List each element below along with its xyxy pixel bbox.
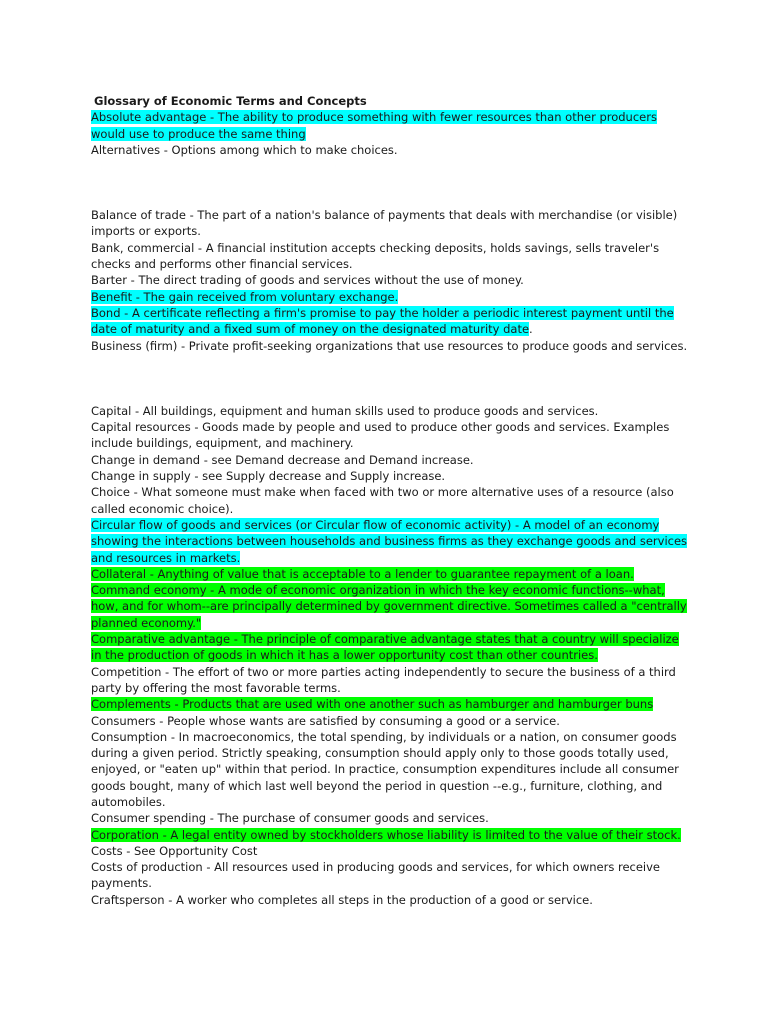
glossary-entry-text: Business (firm) - Private profit-seeking organizations that use resources to produce goods and services. xyxy=(91,338,688,353)
glossary-entry xyxy=(91,109,691,142)
glossary-entry xyxy=(91,729,691,810)
glossary-entry-text: Capital - All buildings, equipment and human skills used to produce goods and services. xyxy=(91,403,599,418)
glossary-entry xyxy=(91,419,691,452)
glossary-entry-text: Barter - The direct trading of goods and services without the use of money. xyxy=(91,273,524,288)
document-title: Glossary of Economic Terms and Concepts xyxy=(94,94,367,108)
glossary-entry-text: Change in demand - see Demand decrease and Demand increase. xyxy=(91,452,474,467)
glossary-entry-text: Consumers - People whose wants are satisfied by consuming a good or a service. xyxy=(91,713,560,728)
glossary-entry-text: Consumer spending - The purchase of consumer goods and services. xyxy=(91,811,489,826)
glossary-entry xyxy=(91,403,691,419)
glossary-entry xyxy=(91,452,691,468)
glossary-entry-text: Alternatives - Options among which to make choices. xyxy=(91,142,398,157)
glossary-entry xyxy=(91,272,691,288)
glossary-entry xyxy=(91,484,691,517)
section-spacer xyxy=(91,354,691,403)
glossary-document xyxy=(91,93,691,908)
glossary-entry-text: Costs of production - All resources used in producing goods and services, for which owners receive payments. xyxy=(91,860,661,891)
glossary-entry-text: Absolute advantage - The ability to produce something with fewer resources than other producers would use to produce the same thing xyxy=(91,110,657,141)
glossary-entry-text: Costs - See Opportunity Cost xyxy=(91,843,258,858)
glossary-entry-text: Competition - The effort of two or more parties acting independently to secure the business of a third party by offering the most favorable terms. xyxy=(91,664,676,695)
glossary-entry xyxy=(91,305,691,338)
glossary-entry xyxy=(91,843,691,859)
glossary-entry xyxy=(91,664,691,697)
glossary-entry-text: Complements - Products that are used with one another such as hamburger and hamburger buns xyxy=(91,697,654,712)
glossary-entry-text: Comparative advantage - The principle of comparative advantage states that a country will specialize in the production of goods in which it has a lower opportunity cost than other countries. xyxy=(91,632,679,663)
glossary-entry-text: Circular flow of goods and services (or Circular flow of economic activity) - A model of an economy showing the interactions between households and business firms as they exchange goods and services and resources in markets. xyxy=(91,517,688,565)
glossary-entry xyxy=(91,289,691,305)
glossary-entry xyxy=(91,810,691,826)
section-spacer xyxy=(91,158,691,207)
glossary-entry xyxy=(91,142,691,158)
glossary-entry xyxy=(91,631,691,664)
glossary-entry xyxy=(91,468,691,484)
glossary-entry-text: Balance of trade - The part of a nation's balance of payments that deals with merchandise (or visible) imports or exports. xyxy=(91,208,678,239)
glossary-entry-text: Corporation - A legal entity owned by stockholders whose liability is limited to the value of their stock. xyxy=(91,827,681,842)
glossary-entry-text: Capital resources - Goods made by people and used to produce other goods and services. Examples include buildings, equipment, and machinery. xyxy=(91,420,670,451)
glossary-entry-text: Collateral - Anything of value that is acceptable to a lender to guarantee repayment of a loan. xyxy=(91,566,634,581)
glossary-entry xyxy=(91,338,691,354)
glossary-entry xyxy=(91,517,691,566)
glossary-entry-text: Bond - A certificate reflecting a firm's promise to pay the holder a periodic interest payment until the date of maturity and a fixed sum of money on the designated maturity date xyxy=(91,305,674,337)
glossary-entry xyxy=(91,827,691,843)
glossary-entry xyxy=(91,696,691,712)
glossary-entry xyxy=(91,566,691,582)
glossary-entry-text: Benefit - The gain received from voluntary exchange. xyxy=(91,289,399,304)
glossary-entries xyxy=(91,109,691,908)
glossary-entry-text: Craftsperson - A worker who completes all steps in the production of a good or service. xyxy=(91,892,593,907)
glossary-entry-text: Bank, commercial - A financial institution accepts checking deposits, holds savings, sells traveler's checks and performs other financial services. xyxy=(91,240,660,272)
glossary-entry-text: Choice - What someone must make when faced with two or more alternative uses of a resource (also called economic choice). xyxy=(91,485,674,516)
glossary-entry xyxy=(91,207,691,240)
glossary-entry xyxy=(91,892,691,908)
glossary-entry-text: Consumption - In macroeconomics, the total spending, by individuals or a nation, on consumer goods during a given period. Strictly speaking, consumption should apply only to those goods totally used, enjoyed, or "eaten up" within that period. In practice, consumption expenditures include all consumer goods bought, many of which last well beyond the period in question --e.g., furniture, clothing, and automobiles. xyxy=(91,729,679,809)
glossary-entry-text: Change in supply - see Supply decrease and Supply increase. xyxy=(91,469,446,484)
glossary-entry xyxy=(91,582,691,631)
entry-trailing-punctuation: . xyxy=(529,322,533,337)
glossary-entry-text: Command economy - A mode of economic organization in which the key economic functions--what, how, and for whom--are principally determined by government directive. Sometimes called a "centrally planned economy." xyxy=(91,583,687,630)
glossary-entry xyxy=(91,859,691,892)
glossary-entry xyxy=(91,240,691,273)
glossary-entry xyxy=(91,713,691,729)
